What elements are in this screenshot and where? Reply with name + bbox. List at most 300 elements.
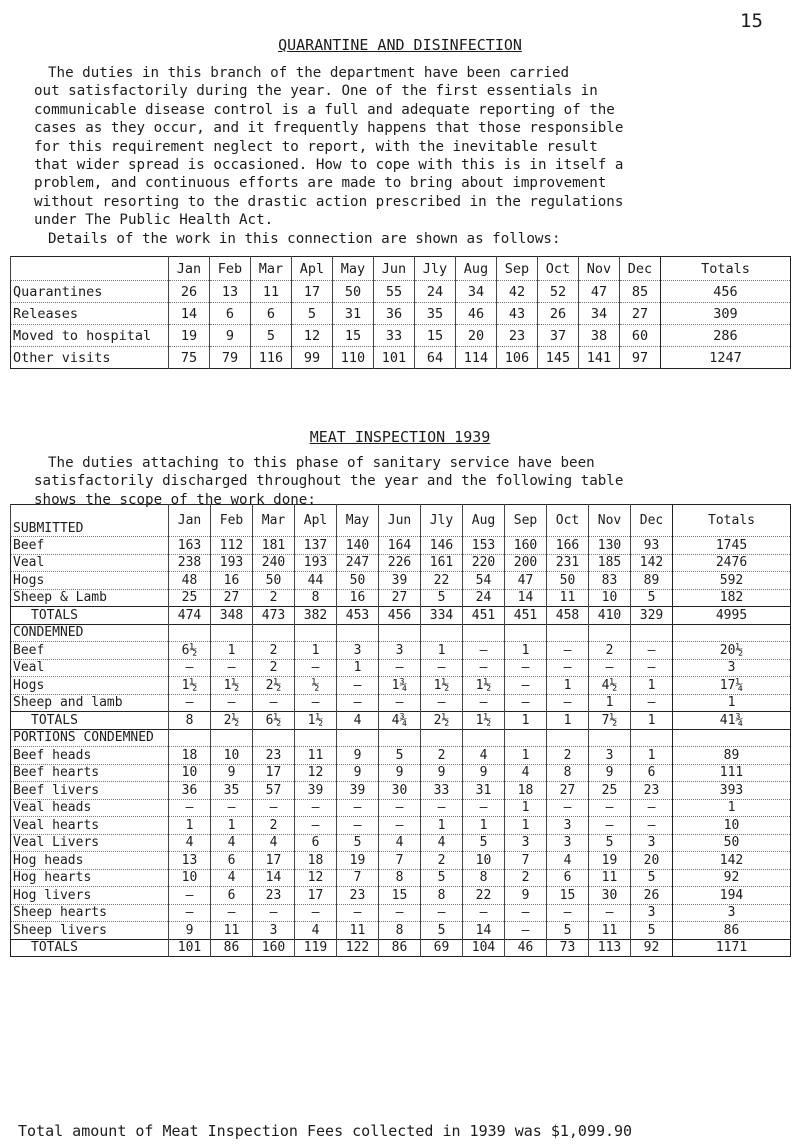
table-row [11,537,791,555]
row-label: Beef [11,642,169,660]
table-cell: 54 [463,572,505,590]
table-cell: 5 [421,869,463,887]
table-cell [673,729,791,747]
table-cell: 141 [579,347,620,369]
table-cell: 329 [631,607,673,625]
table-cell [169,624,211,642]
table-cell: 161 [421,554,463,572]
table-cell: – [379,694,421,712]
table-cell: – [631,817,673,835]
table-cell: 19 [589,852,631,870]
table-cell: 38 [579,325,620,347]
table-cell: 116 [251,347,292,369]
row-label: Hogs [11,572,169,590]
table-cell: 5 [337,834,379,852]
table-cell: 2 [505,869,547,887]
table-cell: 20 [456,325,497,347]
table-cell: 6 [631,764,673,782]
table-cell: 86 [379,939,421,957]
table-cell: – [547,904,589,922]
column-header: Jun [379,505,421,537]
table-cell: – [547,694,589,712]
table-cell: 348 [211,607,253,625]
table-cell: 1 [673,799,791,817]
table-cell: 1 [547,677,589,695]
table-cell: 31 [463,782,505,800]
table-row [11,922,791,940]
table-cell: 1 [673,694,791,712]
table-cell: 8 [379,922,421,940]
table-cell: – [589,799,631,817]
table-row [11,887,791,905]
table-cell: 6½ [169,642,211,660]
table-cell: 11 [295,747,337,765]
table-cell: 92 [673,869,791,887]
table-cell: 8 [169,712,211,730]
text-line: The duties in this branch of the department have been carried [48,65,570,81]
table-cell: 89 [631,572,673,590]
table-cell: 1 [505,817,547,835]
table-cell: 106 [497,347,538,369]
row-label: TOTALS [11,712,169,730]
table-cell: 5 [631,869,673,887]
table-row [11,677,791,695]
table-cell: 10 [169,764,211,782]
table-cell: 26 [538,303,579,325]
column-header: Mar [251,257,292,281]
table-cell: 309 [661,303,791,325]
table-cell: 75 [169,347,210,369]
table-cell: 1½ [211,677,253,695]
row-label: Hogs [11,677,169,695]
table-cell: 3 [547,834,589,852]
table-cell: 35 [211,782,253,800]
table-cell: 3 [589,747,631,765]
table-cell: 592 [673,572,791,590]
table-cell: 5 [251,325,292,347]
table-cell: 8 [547,764,589,782]
table-cell: 6 [251,303,292,325]
table-cell: 26 [169,281,210,303]
table-cell: 5 [463,834,505,852]
table-cell: ½ [295,677,337,695]
row-label: Sheep and lamb [11,694,169,712]
table-cell: 456 [379,607,421,625]
table-cell: – [547,642,589,660]
table-cell: 41¾ [673,712,791,730]
column-header: Nov [579,257,620,281]
table-cell: 1745 [673,537,791,555]
table-cell: 30 [379,782,421,800]
table-cell: 3 [673,659,791,677]
meat-inspection-heading: MEAT INSPECTION 1939 [309,428,491,446]
table-cell: – [421,694,463,712]
table-cell: 17 [253,852,295,870]
table-cell: 64 [415,347,456,369]
table-cell: 11 [211,922,253,940]
table-cell: 47 [579,281,620,303]
table-cell [211,624,253,642]
table-cell: – [463,642,505,660]
table-cell: 1½ [463,712,505,730]
table-cell [631,729,673,747]
column-header: Feb [210,257,251,281]
table-cell: 22 [421,572,463,590]
table-cell: 160 [253,939,295,957]
page-heading: QUARANTINE AND DISINFECTION [278,36,522,54]
table-row [11,817,791,835]
table-header-row [11,257,791,281]
table-row [11,642,791,660]
section-row [11,729,791,747]
table-cell: 6½ [253,712,295,730]
table-cell: – [295,799,337,817]
table-cell: 1 [505,712,547,730]
table-cell: 5 [631,922,673,940]
table-cell: – [589,659,631,677]
table-cell: 4 [547,852,589,870]
table-cell: 7½ [589,712,631,730]
table-cell: 11 [547,589,589,607]
table-cell: 474 [169,607,211,625]
section-row [11,624,791,642]
row-label: Veal heads [11,799,169,817]
column-header: May [337,505,379,537]
table-cell: 34 [579,303,620,325]
table-cell: 6 [295,834,337,852]
table-cell: – [337,817,379,835]
table-cell: 142 [631,554,673,572]
table-cell: – [169,904,211,922]
table-cell: 35 [415,303,456,325]
table-cell: 14 [253,869,295,887]
table-cell: 14 [169,303,210,325]
table-cell: 9 [589,764,631,782]
meat-intro-paragraph [34,454,784,509]
table-cell: 11 [251,281,292,303]
table-cell: – [337,677,379,695]
table-cell: 153 [463,537,505,555]
text-line: without resorting to the drastic action prescribed in the regulations [34,193,624,210]
table-cell: 458 [547,607,589,625]
table-cell: 3 [379,642,421,660]
table-cell: 42 [497,281,538,303]
table-cell: 4½ [589,677,631,695]
table-cell: 14 [505,589,547,607]
table-cell: – [631,659,673,677]
table-cell: – [547,799,589,817]
table-cell: 1 [505,747,547,765]
table-cell: 3 [337,642,379,660]
table-cell: 247 [337,554,379,572]
table-cell: 145 [538,347,579,369]
table-cell: 46 [505,939,547,957]
table-cell: – [169,694,211,712]
table-cell [211,729,253,747]
table-cell: 5 [421,922,463,940]
table-cell [295,624,337,642]
table-cell: 1 [631,747,673,765]
table-cell: – [337,694,379,712]
table-cell: – [169,887,211,905]
table-cell: 122 [337,939,379,957]
table-cell: 25 [169,589,211,607]
row-label: Sheep livers [11,922,169,940]
table-cell: 5 [631,589,673,607]
table-cell: 9 [210,325,251,347]
text-line: shows the scope of the work done: [34,491,316,508]
table-cell: 1 [589,694,631,712]
table-cell: – [211,799,253,817]
table-cell: 110 [333,347,374,369]
table-cell: 193 [295,554,337,572]
table-cell: 23 [631,782,673,800]
table-cell: 12 [292,325,333,347]
text-line: problem, and continuous efforts are made to bring about improvement [34,175,607,192]
column-header: Dec [631,505,673,537]
table-cell: – [631,799,673,817]
row-label: TOTALS [11,607,169,625]
table-cell: 89 [673,747,791,765]
column-header: Dec [620,257,661,281]
table-cell: 9 [421,764,463,782]
table-cell: 5 [547,922,589,940]
column-header: Jly [415,257,456,281]
table-cell: 104 [463,939,505,957]
table-cell: 200 [505,554,547,572]
table-cell: – [463,799,505,817]
table-row [11,852,791,870]
table-cell: 8 [295,589,337,607]
table-cell: 23 [253,887,295,905]
table-cell: 140 [337,537,379,555]
table-cell: 8 [463,869,505,887]
text-line: satisfactorily discharged throughout the year and the following table [34,473,624,490]
table-cell: – [337,799,379,817]
table-cell: 50 [253,572,295,590]
table-row [11,764,791,782]
table-cell: 393 [673,782,791,800]
table-cell [589,624,631,642]
table-row [11,554,791,572]
table-cell: – [505,677,547,695]
table-cell: 6 [211,887,253,905]
table-row [11,589,791,607]
table-cell: 220 [463,554,505,572]
column-header: Mar [253,505,295,537]
table-cell: 9 [211,764,253,782]
row-label: Sheep & Lamb [11,589,169,607]
table-cell: 16 [337,589,379,607]
table-cell: 1 [421,817,463,835]
corner-cell: SUBMITTED [11,505,169,537]
table-cell: 9 [337,747,379,765]
table-cell: 4 [169,834,211,852]
table-cell: – [505,694,547,712]
table-cell: 14 [463,922,505,940]
table-cell: 44 [295,572,337,590]
meat-inspection-table [10,504,791,957]
table-cell: 17 [253,764,295,782]
table-cell: 2476 [673,554,791,572]
row-label: Veal [11,659,169,677]
table-cell: 27 [620,303,661,325]
column-header: Apl [295,505,337,537]
table-cell: 1 [169,817,211,835]
table-cell: 12 [295,869,337,887]
table-cell [421,729,463,747]
table-cell: 25 [589,782,631,800]
row-label: Veal Livers [11,834,169,852]
table-cell: 112 [211,537,253,555]
table-cell: – [505,659,547,677]
table-cell: 17¼ [673,677,791,695]
table-cell: 9 [505,887,547,905]
table-cell: 3 [631,904,673,922]
column-header: Apl [292,257,333,281]
table-cell: 43 [497,303,538,325]
table-cell: 3 [631,834,673,852]
table-cell: 1 [295,642,337,660]
table-cell: – [337,904,379,922]
table-cell: 1 [463,817,505,835]
table-cell: 451 [463,607,505,625]
table-cell: 20½ [673,642,791,660]
column-header: Sep [505,505,547,537]
table-cell: 27 [547,782,589,800]
column-header: Feb [211,505,253,537]
table-cell: 6 [210,303,251,325]
table-cell [379,729,421,747]
table-cell: 8 [421,887,463,905]
table-cell: 1 [421,642,463,660]
table-cell: 39 [379,572,421,590]
table-cell: 453 [337,607,379,625]
table-row [11,904,791,922]
table-cell: 1 [505,799,547,817]
table-cell: 2 [547,747,589,765]
table-cell: 119 [295,939,337,957]
table-cell [295,729,337,747]
table-cell: 1247 [661,347,791,369]
table-cell: 5 [379,747,421,765]
totals-row [11,939,791,957]
row-label: Beef [11,537,169,555]
table-cell: 11 [337,922,379,940]
fees-footer: Total amount of Meat Inspection Fees collected in 1939 was $1,099.90 [18,1122,633,1140]
table-cell: – [211,904,253,922]
table-cell: 4 [211,834,253,852]
table-cell: 193 [211,554,253,572]
totals-row [11,712,791,730]
table-cell: 33 [374,325,415,347]
row-label: Sheep hearts [11,904,169,922]
table-cell: – [211,659,253,677]
table-cell: 27 [211,589,253,607]
table-cell: 85 [620,281,661,303]
table-cell: 50 [333,281,374,303]
row-label: Hog heads [11,852,169,870]
table-cell: 334 [421,607,463,625]
table-cell: 160 [505,537,547,555]
table-cell: 18 [169,747,211,765]
table-cell: – [547,659,589,677]
table-cell: 15 [379,887,421,905]
table-cell: 50 [337,572,379,590]
table-cell: 5 [421,589,463,607]
table-cell: 24 [463,589,505,607]
table-cell: 164 [379,537,421,555]
table-header-row [11,505,791,537]
table-cell: 86 [673,922,791,940]
table-cell: 185 [589,554,631,572]
table-cell: 1 [547,712,589,730]
table-cell: – [211,694,253,712]
table-cell [673,624,791,642]
table-cell: 50 [673,834,791,852]
table-cell [463,624,505,642]
table-cell: 1171 [673,939,791,957]
text-line: Details of the work in this connection are shown as follows: [48,230,561,247]
corner-cell [11,257,169,281]
table-cell [169,729,211,747]
table-cell: 240 [253,554,295,572]
table-cell: 55 [374,281,415,303]
section-heading: PORTIONS CONDEMNED [11,729,169,747]
table-cell: 2 [421,747,463,765]
table-cell [547,729,589,747]
column-header: Jan [169,505,211,537]
row-label: Other visits [11,347,169,369]
table-cell: – [631,694,673,712]
table-cell: 37 [538,325,579,347]
text-line: out satisfactorily during the year. One of the first essentials in [34,83,598,100]
column-header: Totals [661,257,791,281]
table-cell [589,729,631,747]
table-cell: 10 [673,817,791,835]
table-row [11,747,791,765]
column-header: Aug [463,505,505,537]
table-cell: 7 [337,869,379,887]
table-cell: – [463,904,505,922]
table-cell: 182 [673,589,791,607]
quarantine-table [10,256,791,369]
table-cell: – [169,659,211,677]
table-cell: 15 [333,325,374,347]
table-cell: – [295,817,337,835]
table-cell: 1½ [463,677,505,695]
table-cell: 57 [253,782,295,800]
table-cell: 23 [253,747,295,765]
column-header: Nov [589,505,631,537]
table-cell: 48 [169,572,211,590]
table-cell: 39 [295,782,337,800]
row-label: Moved to hospital [11,325,169,347]
row-label: Beef hearts [11,764,169,782]
section-heading: CONDEMNED [11,624,169,642]
table-cell: 10 [169,869,211,887]
table-cell: – [253,799,295,817]
table-cell: 19 [169,325,210,347]
table-cell: – [379,659,421,677]
table-cell: 9 [379,764,421,782]
totals-row [11,607,791,625]
table-cell: 79 [210,347,251,369]
table-cell: – [463,659,505,677]
table-cell: 83 [589,572,631,590]
table-cell [337,624,379,642]
table-cell: 39 [337,782,379,800]
